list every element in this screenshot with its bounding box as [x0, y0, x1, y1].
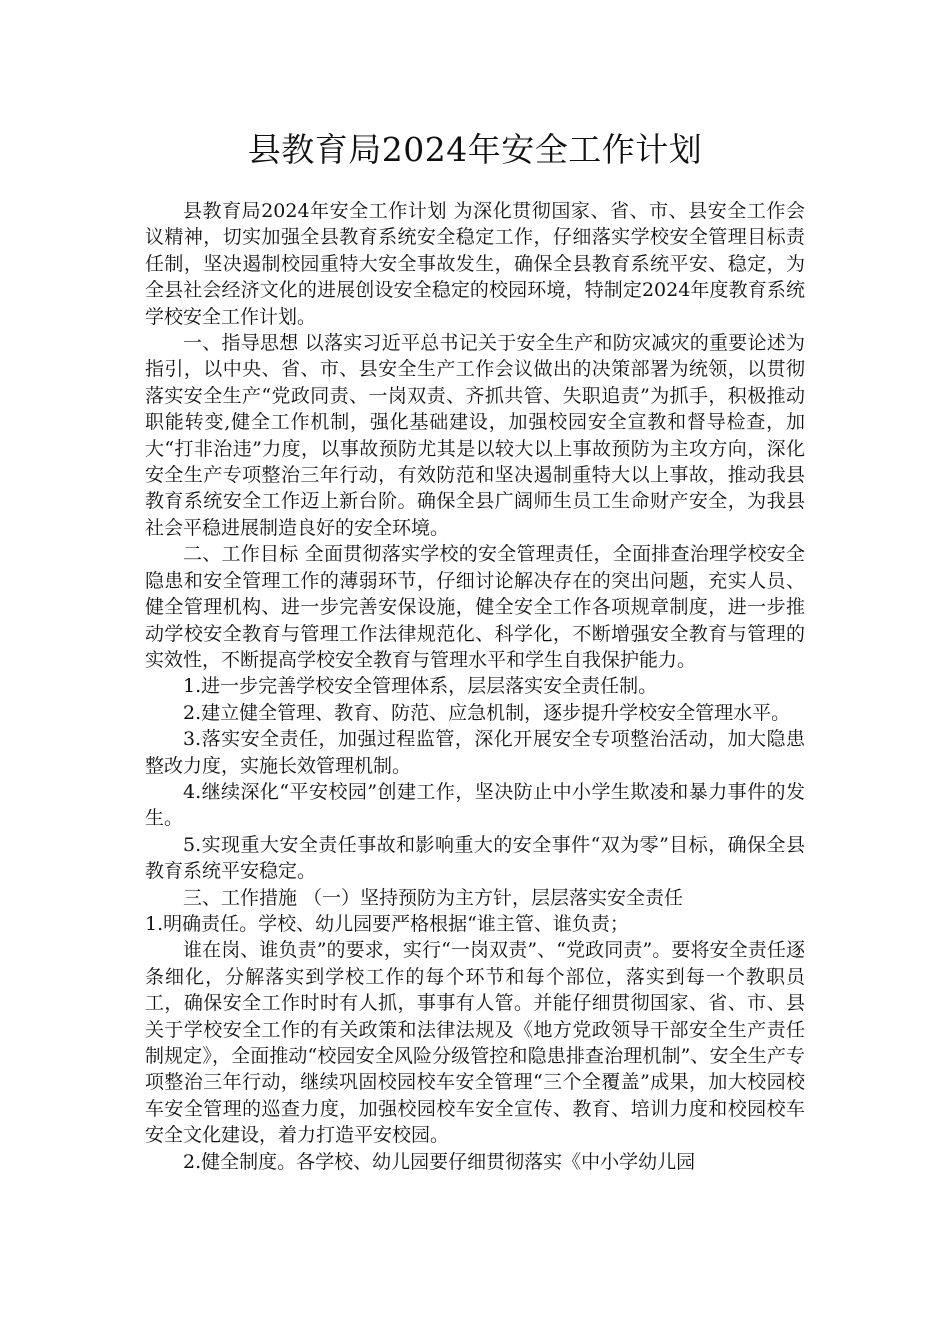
paragraph-goal-3: 3.落实安全责任，加强过程监管，深化开展安全专项整治活动，加大隐患整改力度，实施长效管理机制。	[145, 728, 805, 777]
document-title: 县教育局2024年安全工作计划	[247, 130, 703, 169]
paragraph-intro: 县教育局2024年安全工作计划 为深化贯彻国家、省、市、县安全工作会议精神，切实加强全县教育系统安全稳定工作，仔细落实学校安全管理目标责任制，坚决遏制校园重特大安全事故发生，确保全县教育系统平安、稳定，为全县社会经济文化的进展创设安全稳定的校园环境，特制定2024年度教育系统学校安全工作计划。	[145, 200, 805, 328]
paragraph-guiding-ideology: 一、指导思想 以落实习近平总书记关于安全生产和防灾减灾的重要论述为指引，以中央、省、市、县安全生产工作会议做出的决策部署为统领，以贯彻落实安全生产“党政同责、一岗双责、齐抓共管、失职追责”为抓手，积极推动职能转变,健全工作机制，强化基础建设，加强校园安全宣教和督导检查，加大“打非治违”力度，以事故预防尤其是以较大以上事故预防为主攻方向，深化安全生产专项整治三年行动，有效防范和坚决遏制重特大以上事故，推动我县教育系统安全工作迈上新台阶。确保全县广阔师生员工生命财产安全，为我县社会平稳进展制造良好的安全环境。	[145, 332, 805, 539]
paragraph-goal-1: 1.进一步完善学校安全管理体系，层层落实安全责任制。	[183, 675, 658, 698]
paragraph-measure-1-body: 谁在岗、谁负责”的要求，实行“一岗双责”、“党政同责”。要将安全责任逐条细化，分解落实到学校工作的每个环节和每个部位，落实到每一个教职员工，确保安全工作时时有人抓，事事有人管。并能仔细贯彻国家、省、市、县关于学校安全工作的有关政策和法律法规及《地方党政领导干部安全生产责任制规定》，全面推动“校园安全风险分级管控和隐患排查治理机制”、安全生产专项整治三年行动，继续巩固校园校车安全管理“三个全覆盖”成果，加大校园校车安全管理的巡查力度，加强校园校车安全宣传、教育、培训力度和校园校车安全文化建设，着力打造平安校园。	[145, 939, 805, 1147]
paragraph-goal-5: 5.实现重大安全责任事故和影响重大的安全事件“双为零”目标，确保全县教育系统平安稳定。	[145, 833, 805, 883]
paragraph-work-goals: 二、工作目标 全面贯彻落实学校的安全管理责任，全面排查治理学校安全隐患和安全管理工作的薄弱环节，仔细讨论解决存在的突出问题，充实人员、健全管理机构、进一步完善安保设施，健全安全工作各项规章制度，进一步推动学校安全教育与管理工作法律规范化、科学化，不断增强安全教育与管理的实效性，不断提高学校安全教育与管理水平和学生自我保护能力。	[145, 543, 805, 671]
paragraph-goal-4: 4.继续深化“平安校园”创建工作，坚决防止中小学生欺凌和暴力事件的发生。	[145, 780, 805, 830]
paragraph-goal-2: 2.建立健全管理、教育、防范、应急机制，逐步提升学校安全管理水平。	[183, 701, 791, 724]
paragraph-measure-2: 2.健全制度。各学校、幼儿园要仔细贯彻落实《中小学幼儿园	[183, 1150, 696, 1173]
paragraph-work-measures: 三、工作措施 （一）坚持预防为主方针，层层落实安全责任	[183, 886, 684, 909]
paragraph-measure-1-start: 1.明确责任。学校、幼儿园要严格根据“谁主管、谁负责；	[145, 912, 629, 935]
document-body	[145, 198, 805, 1175]
